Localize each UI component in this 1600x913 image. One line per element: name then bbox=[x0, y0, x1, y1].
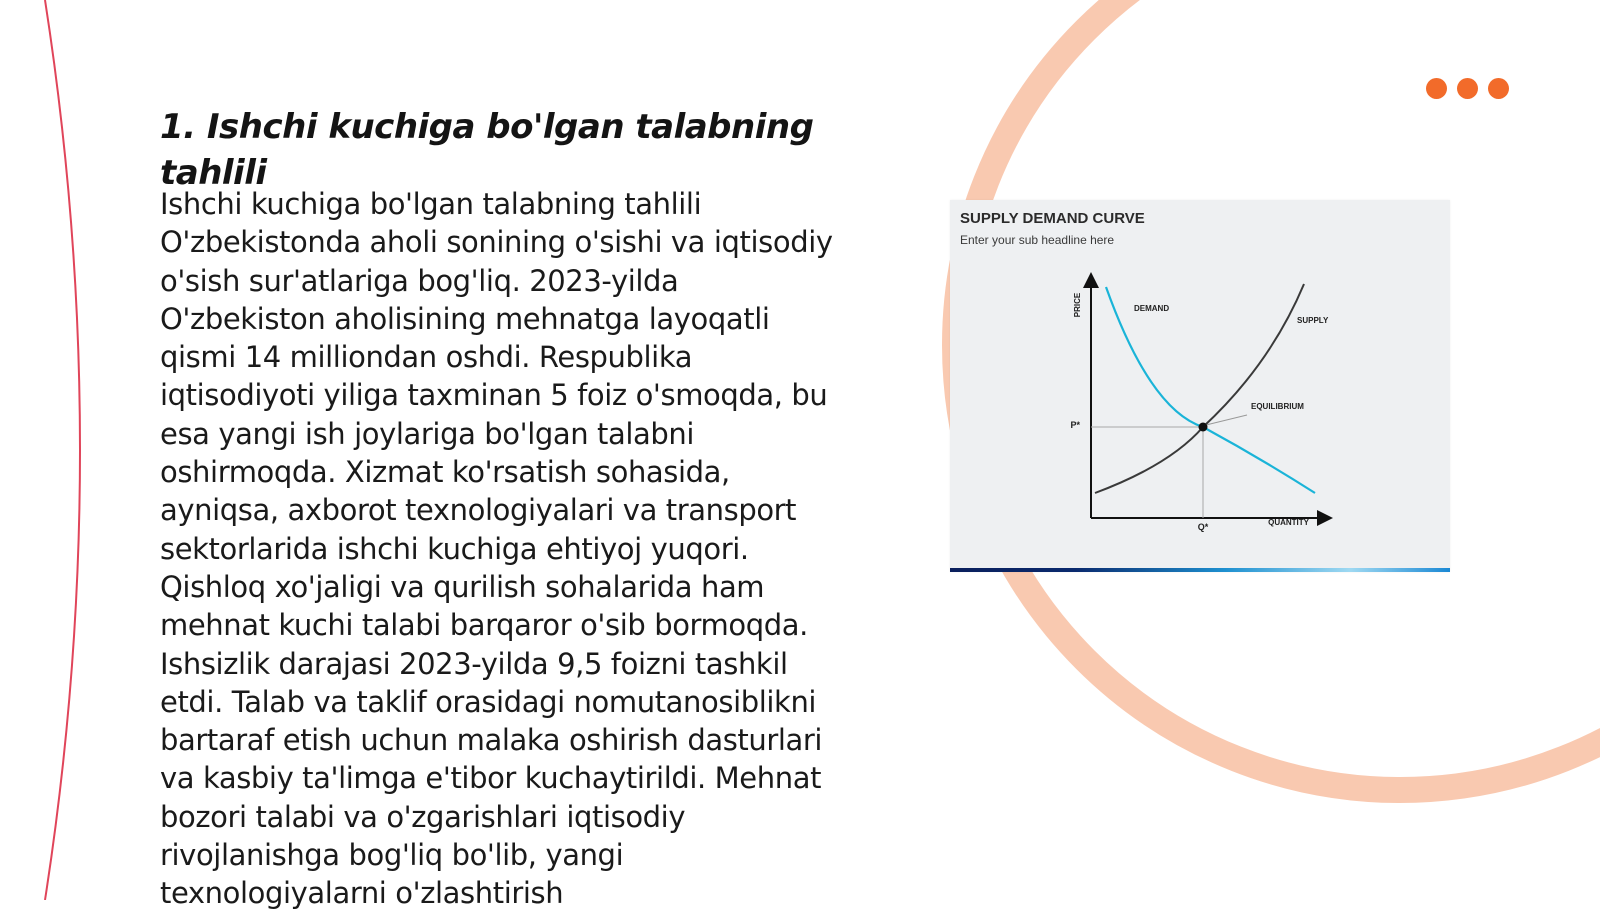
figure-subtitle: Enter your sub headline here bbox=[960, 233, 1115, 247]
slide-body-text: Ishchi kuchiga bo'lgan talabning tahlili O'zbekistonda aholi sonining o'sishi va iqtisodiy o'sish sur'atlariga bog'liq. 2023-yilda O'zbekiston aholisining mehnatga layoqatli qismi 14 milliondan oshdi. Respublika iqtisodiyoti yiliga taxminan 5 foiz o'smoqda, bu esa yangi ish joylariga bo'lgan talabni oshirmoqda. Xizmat ko'rsatish sohasida, ayniqsa, axborot texnologiyalari va transport sektorlarida ishchi kuchiga ehtiyoj yuqori. Qishloq xo'jaligi va qurilish sohalarida ham mehnat kuchi talabi barqaror o'sib bormoqda. Ishsizlik darajasi 2023-yilda 9,5 foizni tashkil etdi. Talab va taklif orasidagi nomutanosiblikni bartaraf etish uchun malaka oshirish dasturlari va kasbiy ta'limga e'tibor kuchaytirildi. Mehnat bozori talabi va o'zgarishlari iqtisodiy rivojlanishga bog'liq bo'lib, yangi texnologiyalarni o'zlashtirish bbox=[160, 187, 833, 911]
demand-label: DEMAND bbox=[1134, 304, 1170, 313]
supply-demand-diagram bbox=[950, 200, 1450, 572]
slide-title: 1. Ishchi kuchiga bo'lgan talabning tahlili bbox=[160, 107, 814, 193]
demand-curve bbox=[1106, 287, 1315, 493]
menu-dots bbox=[1426, 78, 1509, 99]
supply-curve bbox=[1095, 284, 1304, 493]
figure-title: SUPPLY DEMAND CURVE bbox=[960, 210, 1145, 227]
figure-bottom-bar bbox=[950, 568, 1450, 572]
equilibrium-point bbox=[1199, 423, 1208, 432]
left-arc-line bbox=[45, 0, 80, 900]
price-marker: P* bbox=[1070, 420, 1080, 430]
orange-dot bbox=[1457, 78, 1478, 99]
orange-dot bbox=[1488, 78, 1509, 99]
supply-demand-figure bbox=[950, 200, 1450, 572]
orange-dot bbox=[1426, 78, 1447, 99]
quantity-marker: Q* bbox=[1197, 522, 1209, 532]
equilibrium-pointer bbox=[1206, 415, 1247, 425]
y-axis-label: PRICE bbox=[1073, 292, 1082, 318]
x-axis-label: QUANTITY bbox=[1268, 518, 1309, 527]
supply-label: SUPPLY bbox=[1297, 316, 1329, 325]
equilibrium-label: EQUILIBRIUM bbox=[1251, 402, 1304, 411]
